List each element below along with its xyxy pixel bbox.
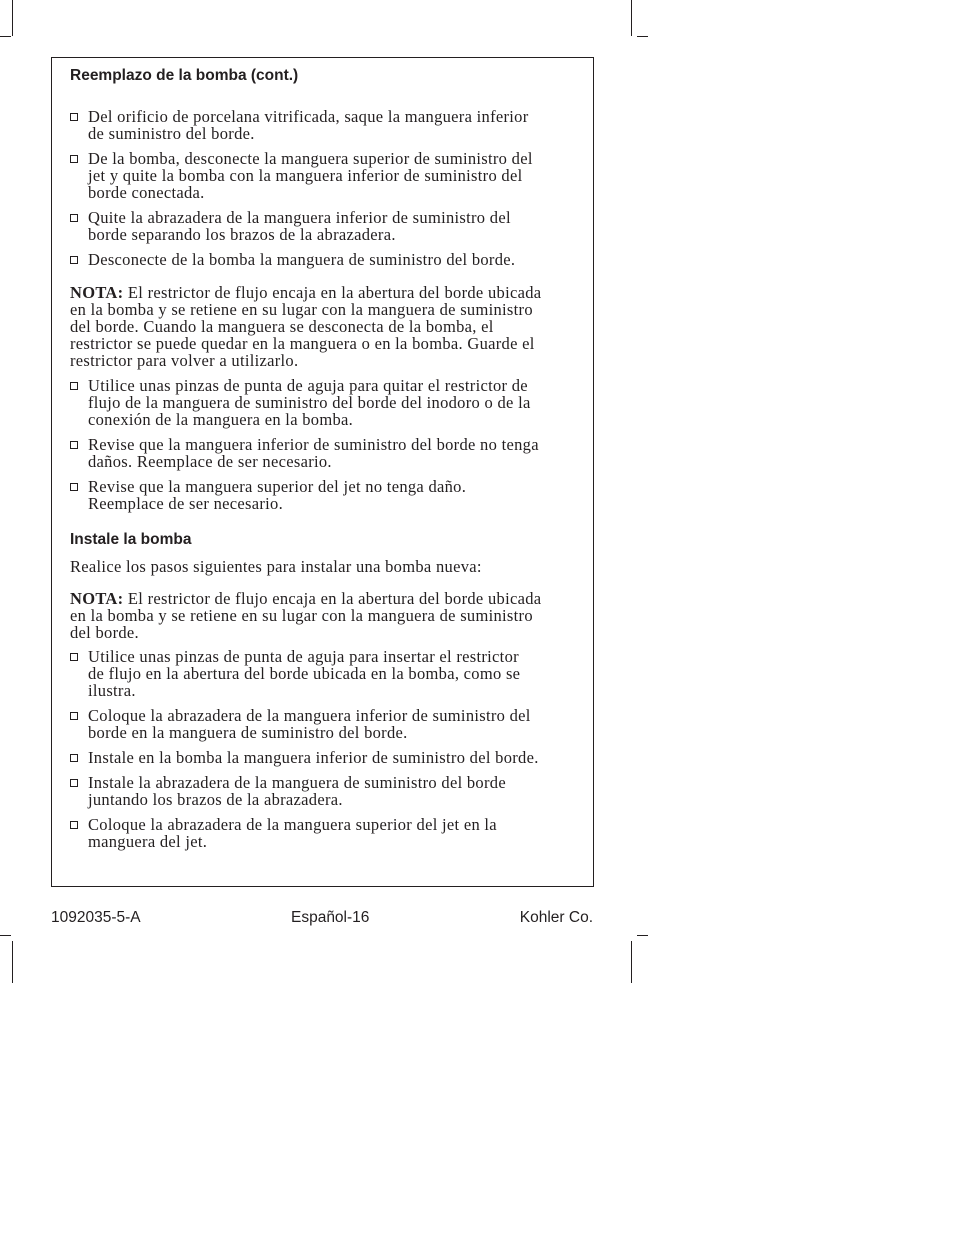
step-item	[70, 436, 590, 470]
square-bullet-icon	[70, 653, 78, 661]
step-item	[70, 108, 590, 142]
crop-mark-top-left-horizontal	[0, 36, 11, 37]
crop-mark-top-left-vertical	[12, 0, 13, 36]
step-text: Revise que la manguera superior del jet no tenga daño. Reemplace de ser necesario.	[88, 477, 467, 513]
step-text: Coloque la abrazadera de la manguera superior del jet en la manguera del jet.	[88, 815, 497, 851]
step-text: Utilice unas pinzas de punta de aguja para quitar el restrictor de flujo de la manguera de suministro del borde del inodoro o de la conexión de la manguera en la bomba.	[88, 376, 531, 429]
step-item	[70, 377, 590, 428]
step-item	[70, 209, 590, 243]
square-bullet-icon	[70, 712, 78, 720]
step-item	[70, 150, 590, 201]
step-text: Desconecte de la bomba la manguera de suministro del borde.	[88, 250, 516, 269]
step-text: Coloque la abrazadera de la manguera inferior de suministro del borde en la manguera de suministro del borde.	[88, 706, 531, 742]
step-item	[70, 816, 590, 850]
note-label: NOTA:	[70, 589, 124, 608]
note-text: El restrictor de flujo encaja en la abertura del borde ubicada en la bomba y se retiene en su lugar con la manguera de suministro del borde. Cuando la manguera se desconecta de la bomba, el restrictor se puede quedar en la manguera o en la bomba. Guarde el restrictor para volver a utilizarlo.	[70, 283, 542, 370]
step-text: De la bomba, desconecte la manguera superior de suministro del jet y quite la bomba con la manguera inferior de suministro del borde conectada.	[88, 149, 533, 202]
square-bullet-icon	[70, 441, 78, 449]
note-paragraph	[70, 590, 590, 641]
square-bullet-icon	[70, 821, 78, 829]
step-list-inspect	[70, 377, 590, 512]
crop-mark-bottom-left-vertical	[12, 941, 13, 983]
step-item	[70, 251, 590, 268]
crop-mark-top-right-vertical	[631, 0, 632, 36]
crop-mark-bottom-right-vertical	[631, 941, 632, 983]
step-list-remove	[70, 108, 590, 268]
note-label: NOTA:	[70, 283, 124, 302]
step-list-install	[70, 648, 590, 850]
note-paragraph	[70, 284, 590, 369]
square-bullet-icon	[70, 256, 78, 264]
note-text: El restrictor de flujo encaja en la abertura del borde ubicada en la bomba y se retiene en su lugar con la manguera de suministro del borde.	[70, 589, 542, 642]
page-number: Español-16	[290, 909, 370, 926]
content-frame	[51, 57, 594, 887]
step-text: Instale la abrazadera de la manguera de suministro del borde juntando los brazos de la abrazadera.	[88, 773, 506, 809]
section-heading-install-pump: Instale la bomba	[70, 531, 192, 548]
crop-mark-bottom-left-horizontal	[0, 935, 11, 936]
square-bullet-icon	[70, 754, 78, 762]
step-item	[70, 648, 590, 699]
crop-mark-bottom-right-horizontal	[637, 935, 648, 936]
company-name: Kohler Co.	[519, 909, 593, 926]
intro-paragraph: Realice los pasos siguientes para instalar una bomba nueva:	[70, 557, 482, 576]
square-bullet-icon	[70, 113, 78, 121]
step-item	[70, 774, 590, 808]
step-text: Utilice unas pinzas de punta de aguja para insertar el restrictor de flujo en la abertura del borde ubicada en la bomba, como se ilustra.	[88, 647, 521, 700]
square-bullet-icon	[70, 779, 78, 787]
step-item	[70, 707, 590, 741]
page-footer	[51, 909, 593, 927]
square-bullet-icon	[70, 155, 78, 163]
step-item	[70, 749, 590, 766]
step-text: Quite la abrazadera de la manguera inferior de suministro del borde separando los brazos de la abrazadera.	[88, 208, 511, 244]
step-text: Del orificio de porcelana vitrificada, saque la manguera inferior de suministro del borde.	[88, 107, 529, 143]
step-text: Instale en la bomba la manguera inferior de suministro del borde.	[88, 748, 539, 767]
crop-mark-top-right-horizontal	[637, 36, 648, 37]
square-bullet-icon	[70, 483, 78, 491]
section-heading-pump-replacement: Reemplazo de la bomba (cont.)	[70, 67, 299, 84]
content-body	[70, 67, 590, 850]
step-text: Revise que la manguera inferior de suministro del borde no tenga daños. Reemplace de ser necesario.	[88, 435, 539, 471]
square-bullet-icon	[70, 214, 78, 222]
square-bullet-icon	[70, 382, 78, 390]
step-item	[70, 478, 590, 512]
document-number: 1092035-5-A	[51, 909, 141, 926]
